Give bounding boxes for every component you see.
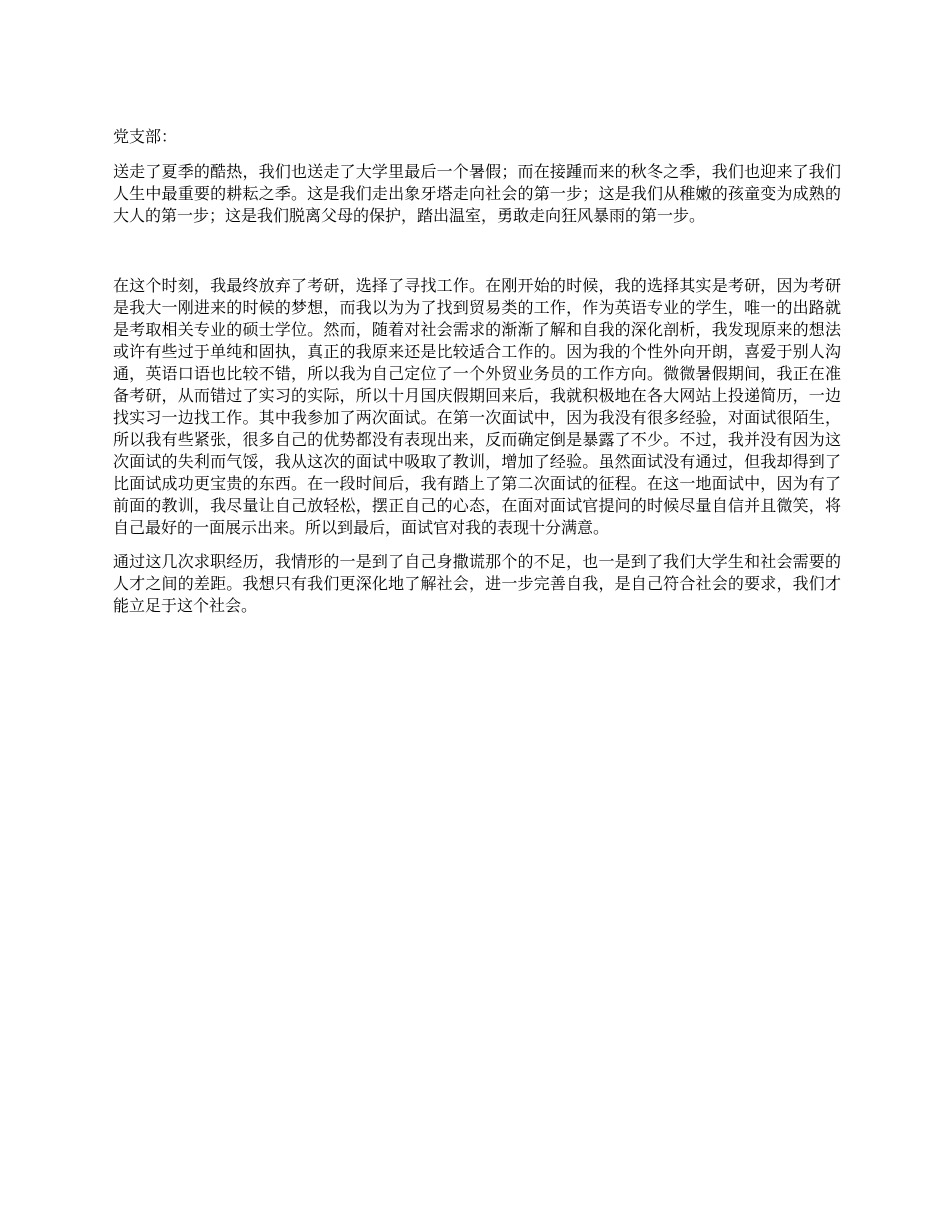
document-page bbox=[113, 125, 841, 617]
salutation: 党支部： bbox=[113, 127, 178, 146]
paragraph-2: 在这个时刻，我最终放弃了考研，选择了寻找工作。在刚开始的时候，我的选择其实是考研，因为考研是我大一刚进来的时候的梦想，而我以为为了找到贸易类的工作，作为英语专业的学生，唯一的出路就是考取相关专业的硕士学位。然而，随着对社会需求的渐渐了解和自我的深化剖析，我发现原来的想法或许有些过于单纯和固执，真正的我原来还是比较适合工作的。因为我的个性外向开朗，喜爱于别人沟通，英语口语也比较不错，所以我为自己定位了一个外贸业务员的工作方向。微微暑假期间，我正在准备考研，从而错过了实习的实际，所以十月国庆假期回来后，我就积极地在各大网站上投递简历，一边找实习一边找工作。其中我参加了两次面试。在第一次面试中，因为我没有很多经验，对面试很陌生，所以我有些紧张，很多自己的优势都没有表现出来，反而确定倒是暴露了不少。不过，我并没有因为这次面试的失利而气馁，我从这次的面试中吸取了教训，增加了经验。虽然面试没有通过，但我却得到了比面试成功更宝贵的东西。在一段时间后，我有踏上了第二次面试的征程。在这一地面试中，因为有了前面的教训，我尽量让自己放轻松，摆正自己的心态，在面对面试官提问的时候尽量自信并且微笑，将自己最好的一面展示出来。所以到最后，面试官对我的表现十分满意。 bbox=[113, 276, 841, 537]
paragraph-1: 送走了夏季的酷热，我们也送走了大学里最后一个暑假；而在接踵而来的秋冬之季，我们也迎来了我们人生中最重要的耕耘之季。这是我们走出象牙塔走向社会的第一步；这是我们从稚嫩的孩童变为成熟的大人的第一步；这是我们脱离父母的保护，踏出温室，勇敢走向狂风暴雨的第一步。 bbox=[113, 162, 841, 225]
paragraph-3: 通过这几次求职经历，我情形的一是到了自己身撒谎那个的不足，也一是到了我们大学生和社会需要的人才之间的差距。我想只有我们更深化地了解社会，进一步完善自我，是自己符合社会的要求，我们才能立足于这个社会。 bbox=[113, 552, 841, 615]
